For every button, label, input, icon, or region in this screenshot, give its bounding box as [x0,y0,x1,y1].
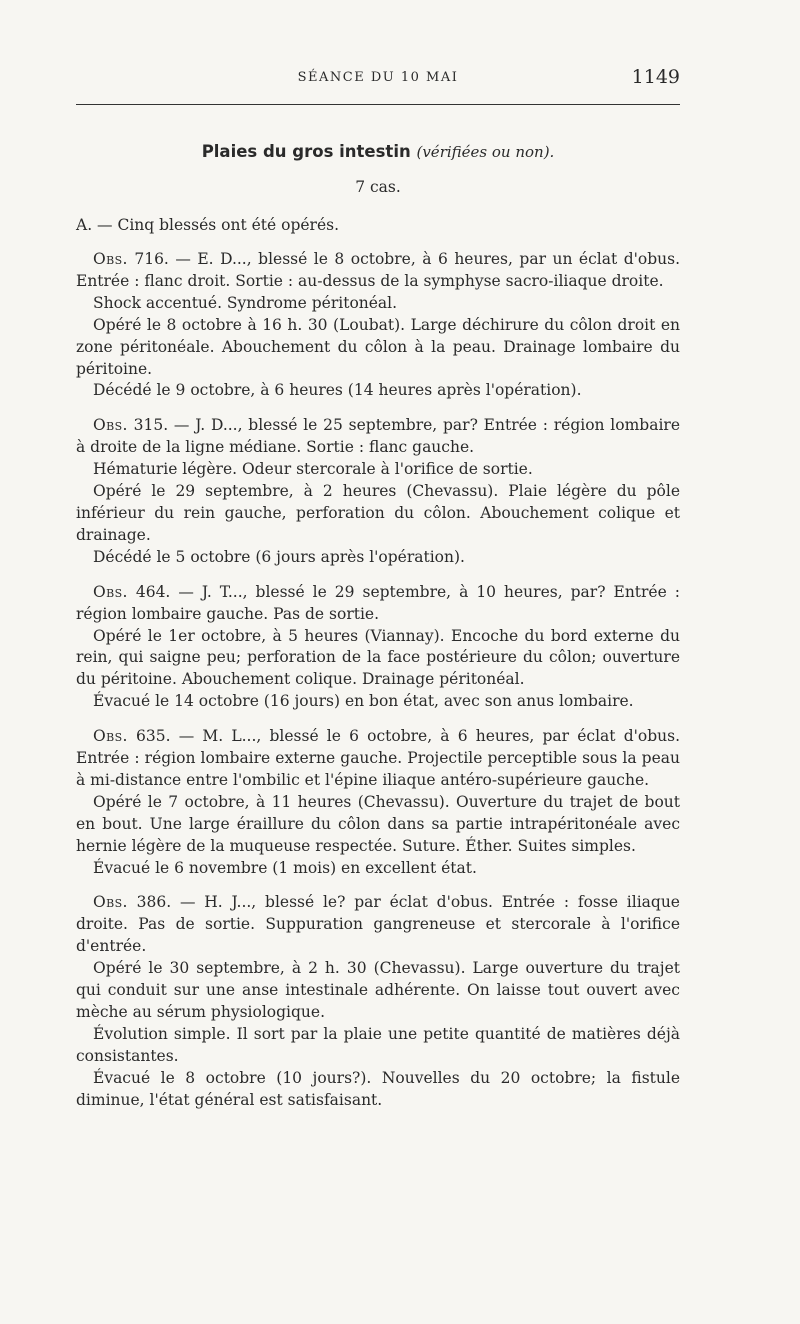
observation-paragraph: Évacué le 14 octobre (16 jours) en bon état, avec son anus lombaire. [93,692,634,711]
section-title-main: Plaies du gros intestin [201,142,411,161]
observation [76,582,680,713]
observation-paragraph: Opéré le 7 octobre, à 11 heures (Chevassu). Ouverture du trajet de bout en bout. Une large éraillure du côlon dans sa partie intrapéritonéale avec hernie légère de la muqueuse respectée. Suture. Éther. Suites simples. [76,792,680,855]
observation-heading [76,249,680,293]
observation-paragraph: Hématurie légère. Odeur stercorale à l'orifice de sortie. [93,460,533,479]
observation-paragraph: Évolution simple. Il sort par la plaie une petite quantité de matières déjà consistantes. [76,1024,680,1065]
observation-paragraph: Opéré le 1er octobre, à 5 heures (Viannay). Encoche du bord externe du rein, qui saigne peu; perforation de la face postérieure du côlon; ouverture du péritoine. Abouchement colique. Drainage péritonéal. [76,626,680,689]
section-title-sub: (vérifiées ou non). [416,143,555,161]
obs-heading-text: 464. — J. T..., blessé le 29 septembre, à 10 heures, par? Entrée : région lombaire gauche. Pas de sortie. [76,582,680,623]
observation-paragraph: Opéré le 8 octobre à 16 h. 30 (Loubat). Large déchirure du côlon droit en zone péritonéale. Abouchement du côlon à la peau. Drainage lombaire du péritoine. [76,315,680,378]
obs-heading-text: 315. — J. D..., blessé le 25 septembre, par? Entrée : région lombaire à droite de la ligne médiane. Sortie : flanc gauche. [76,416,680,457]
observation [76,726,680,879]
body-text [76,140,680,1112]
observation-heading [76,415,680,459]
observations [76,249,680,1112]
observation-paragraph: Décédé le 5 octobre (6 jours après l'opération). [93,547,465,566]
obs-label: Obs. [93,582,128,601]
observation-paragraph: Shock accentué. Syndrome péritonéal. [93,293,398,312]
observation-heading [76,892,680,958]
obs-label: Obs. [93,893,128,912]
obs-label: Obs. [93,416,128,435]
obs-heading-text: 386. — H. J..., blessé le? par éclat d'obus. Entrée : fosse iliaque droite. Pas de sortie. Suppuration gangreneuse et stercorale à l'orifice d'entrée. [76,893,680,956]
header-rule [76,104,680,105]
observation-heading [76,726,680,792]
observation-paragraph: Opéré le 29 septembre, à 2 heures (Chevassu). Plaie légère du pôle inférieur du rein gauche, perforation du côlon. Abouchement colique et drainage. [76,482,680,544]
obs-heading-text: 635. — M. L..., blessé le 6 octobre, à 6 heures, par éclat d'obus. Entrée : région lombaire externe gauche. Projectile perceptible sous la peau à mi-distance entre l'ombilic et l'épine iliaque antéro-supérieure gauche. [76,727,680,789]
obs-heading-text: 716. — E. D..., blessé le 8 octobre, à 6 heures, par un éclat d'obus. Entrée : flanc droit. Sortie : au-dessus de la symphyse sacro-iliaque droite. [76,250,680,290]
observation-paragraph: Décédé le 9 octobre, à 6 heures (14 heures après l'opération). [93,381,582,400]
running-title: SÉANCE DU 10 MAI [297,70,459,85]
observation-paragraph: Opéré le 30 septembre, à 2 h. 30 (Chevassu). Large ouverture du trajet qui conduit sur une anse intestinale adhérente. On laisse tout ouvert avec mèche au sérum physiologique. [76,959,680,1021]
observation [76,415,680,568]
obs-label: Obs. [93,727,128,746]
observation-paragraph: Évacué le 6 novembre (1 mois) en excellent état. [93,858,477,877]
observation-paragraph: Évacué le 8 octobre (10 jours?). Nouvelles du 20 octobre; la fistule diminue, l'état général est satisfaisant. [76,1068,680,1109]
case-count: 7 cas. [355,178,401,196]
section-a-heading: A. — Cinq blessés ont été opérés. [76,216,340,234]
page-number: 1149 [631,66,680,88]
observation-heading [76,582,680,626]
obs-label: Obs. [93,250,128,268]
observation [76,892,680,1111]
section-title [76,140,680,164]
running-head [76,58,680,98]
observation [76,249,680,402]
